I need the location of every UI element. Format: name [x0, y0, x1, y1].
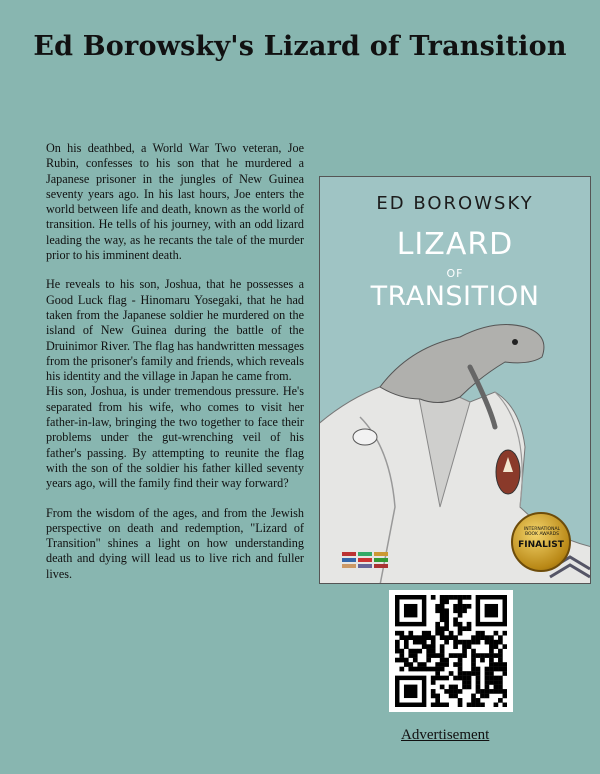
paragraph-4: From the wisdom of the ages, and from the Jewish perspective on death and redemption, "Lizard of Transition" shines a light on how understanding death and dying will lead us to live rich and fuller lives. — [46, 505, 304, 581]
paragraph-3: His son, Joshua, is under tremendous pressure. He's separated from his wife, who comes to visit her father-in-law, bringing the two together to face their problems under the gut-wrenching veil of his father's passing. By attempting to reunite the flag with the son of the soldier his father killed seventy years ago, will the family find their way forward? — [46, 384, 304, 491]
page-title: Ed Borowsky's Lizard of Transition — [33, 31, 567, 62]
badge-label: FINALIST — [518, 540, 564, 550]
description — [46, 141, 304, 582]
qr-code[interactable] — [389, 590, 513, 712]
finalist-badge — [511, 512, 571, 572]
advertisement-link[interactable]: Advertisement — [401, 727, 490, 743]
paragraph-2: He reveals to his son, Joshua, that he possesses a Good Luck flag - Hinomaru Yosegaki, that he had taken from the Japanese soldier he murdered on the island of New Guinea during the battle of the Druinimor River. The flag has handwritten messages from the prisoner's family and friends, which reveals his identity and the village in Japan he came from. — [46, 277, 304, 384]
cover-title-line-1: LIZARD — [396, 227, 514, 262]
badge-caption: INTERNATIONAL BOOK AWARDS — [523, 527, 561, 537]
cover-author: ED BOROWSKY — [376, 193, 534, 214]
book-cover — [319, 176, 591, 584]
cover-title-line-2: OF — [446, 267, 464, 280]
qr-code-pattern — [395, 595, 507, 707]
cover-title-line-3: TRANSITION — [370, 281, 540, 312]
paragraph-1: On his deathbed, a World War Two veteran, Joe Rubin, confesses to his son that he murdered a Japanese prisoner in the jungles of New Guinea seventy years ago. In his last hours, Joe enters the world between life and death, known as the world of transition. He tells of his journey, with an odd lizard leading the way, as he recants the tale of the murder prior to his imminent death. — [46, 141, 304, 263]
